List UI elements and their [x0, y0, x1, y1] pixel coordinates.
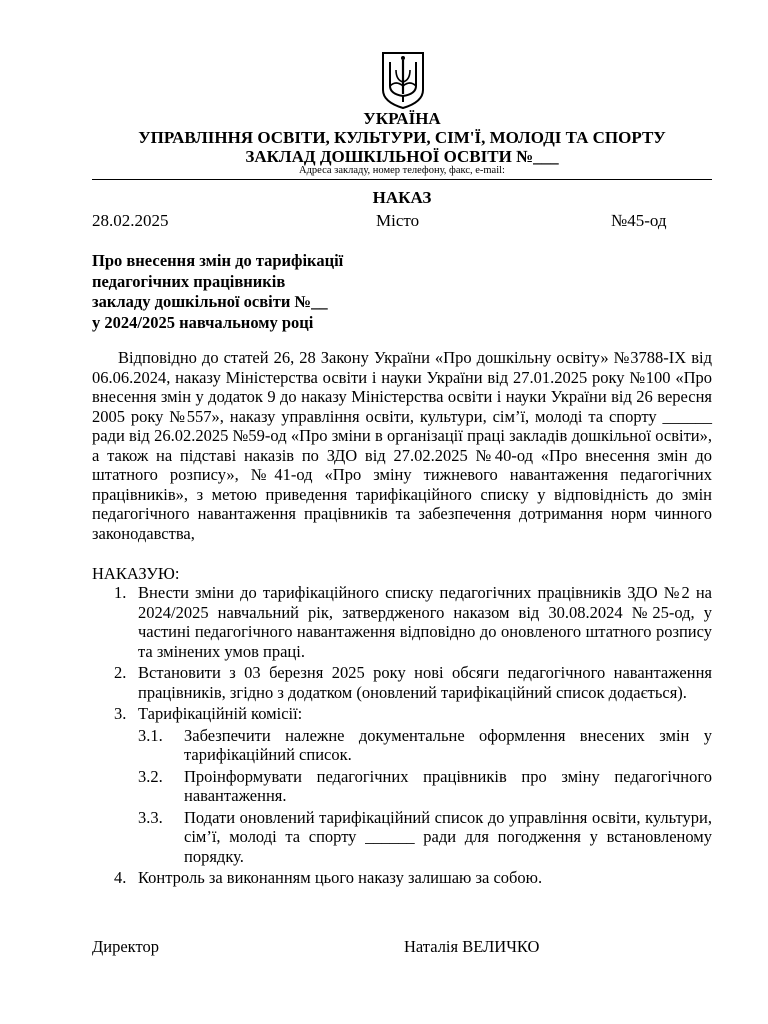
order-items-list [92, 583, 712, 890]
item-number: 3. [114, 704, 127, 723]
item-number: 1. [114, 583, 127, 602]
institution-title: ЗАКЛАД ДОШКІЛЬНОЇ ОСВІТИ №___ [245, 147, 559, 166]
subitem-number: 3.3. [138, 807, 163, 827]
subitem-text: Забезпечити належне документальне оформлення внесених змін у тарифікаційний список. [184, 725, 712, 764]
item-number: 4. [114, 868, 127, 887]
trident-emblem-icon [380, 50, 426, 110]
order-word: НАКАЗУЮ: [92, 564, 180, 583]
item-text: Внести зміни до тарифікаційного списку педагогічних працівників ЗДО №2 на 2024/2025 навчальний рік, затвердженого наказом від 30.08.2024 №25-од, у частині педагогічного навантаження відповідно до оновленого штатного розпису та змінених умов праці. [138, 583, 712, 661]
order-subject [92, 251, 432, 333]
subject-line: Про внесення змін до тарифікації [92, 251, 344, 270]
subject-line: у 2024/2025 навчальному році [92, 312, 314, 332]
document-date: 28.02.2025 [92, 211, 169, 230]
document-number: №45-од [611, 211, 667, 230]
country-title: УКРАЇНА [363, 109, 441, 128]
document-city: Місто [376, 211, 420, 230]
address-line: Адреса закладу, номер телефону, факс, e-mail: [299, 165, 505, 176]
department-title: УПРАВЛІННЯ ОСВІТИ, КУЛЬТУРИ, СІМ'Ї, МОЛОДІ ТА СПОРТУ [138, 128, 666, 147]
document-type: НАКАЗ [372, 188, 432, 207]
order-subitem [92, 767, 712, 806]
item-number: 2. [114, 663, 127, 682]
item-text: Тарифікаційній комісії: [138, 704, 303, 723]
subject-line: педагогічних працівників [92, 271, 286, 291]
signature-name: Наталія ВЕЛИЧКО [404, 937, 540, 956]
order-item [92, 583, 712, 661]
subitem-number: 3.1. [138, 725, 163, 745]
order-subitem [92, 808, 712, 867]
subitem-number: 3.2. [138, 766, 163, 786]
order-item [92, 868, 712, 888]
preamble-paragraph: Відповідно до статей 26, 28 Закону України «Про дошкільну освіту» №3788-IX від 06.06.2024, наказу Міністерства освіти і науки України від 27.01.2025 року №100 «Про внесення змін у додаток 9 до наказу Міністерства освіти і науки України від 26 вересня 2005 року №557», наказу управління освіти, культури, сім’ї, молоді та спорту ______ ради від 26.02.2025 №59-од «Про зміни в організації праці закладів дошкільної освіти», а також на підставі наказів по ЗДО від 27.02.2025 №40-од «Про внесення змін до штатного розпису», №41-од «Про зміну тижневого навантаження педагогічних працівників», з метою приведення тарифікаційного списку у відповідність до змін педагогічного навантаження працівників та забезпечення дотримання норм чинного законодавства, [92, 348, 712, 543]
signature-position: Директор [92, 937, 159, 956]
order-item [92, 704, 712, 724]
preamble [92, 348, 712, 543]
order-item [92, 663, 712, 702]
subject-line: закладу дошкільної освіти №__ [92, 292, 328, 311]
subitem-text: Подати оновлений тарифікаційний список до управління освіти, культури, сім’ї, молоді та спорту ______ ради для погодження у встановленому порядку. [184, 807, 712, 866]
order-subitem [92, 726, 712, 765]
header-divider [92, 179, 712, 180]
item-text: Контроль за виконанням цього наказу залишаю за собою. [138, 868, 543, 887]
subitem-text: Проінформувати педагогічних працівників про зміну педагогічного навантаження. [184, 766, 712, 805]
item-text: Встановити з 03 березня 2025 року нові обсяги педагогічного навантаження працівників, згідно з додатком (оновлений тарифікаційний список додається). [138, 663, 712, 702]
